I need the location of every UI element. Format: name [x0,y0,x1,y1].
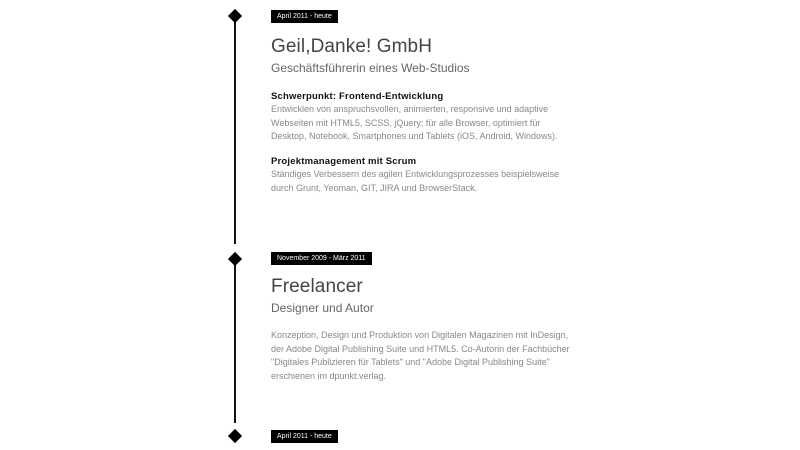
date-badge: April 2011 - heute [271,10,338,23]
entry-block [271,90,571,144]
company-name: Geil,Danke! GmbH [271,36,433,57]
entry-block [271,155,571,195]
entry-block [271,329,571,384]
job-role: Geschäftsführerin eines Web-Studios [271,61,470,75]
block-text: Ständiges Verbessern des agilen Entwicklungsprozesses beispielsweise durch Grunt, Yeoman, GIT, JIRA und BrowserStack. [271,169,560,193]
block-text: Entwicklen von anspruchsvollen, animierten, responsive und adaptive Webseiten mit HTML5, SCSS, jQuery; für alle Browser, optimiert für Desktop, Notebook, Smartphones und Tablets (iOS, Android, Windows). [271,104,558,142]
timeline-entry [271,36,571,196]
date-badge: April 2011 - heute [271,430,338,443]
job-role: Designer und Autor [271,301,374,315]
timeline-marker-icon [228,252,242,266]
company-name: Freelancer [271,276,363,297]
date-badge: November 2009 - März 2011 [271,252,372,265]
block-title: Projektmanagement mit Scrum [271,156,417,168]
timeline-line [234,22,236,244]
block-text: Konzeption, Design und Produktion von Digitalen Magazinen mit InDesign, der Adobe Digital Publishing Suite und HTML5. Co-Autorin der Fachbücher "Digitales Publizieren für Tablets" und "Adobe Digital Publishing Suite" erschienen im dpunkt.verlag. [271,330,570,382]
timeline-marker-icon [228,429,242,443]
block-title: Schwerpunkt: Frontend-Entwicklung [271,91,444,102]
timeline-entry [271,276,571,384]
timeline-marker-icon [228,9,242,23]
timeline-line [234,265,236,423]
